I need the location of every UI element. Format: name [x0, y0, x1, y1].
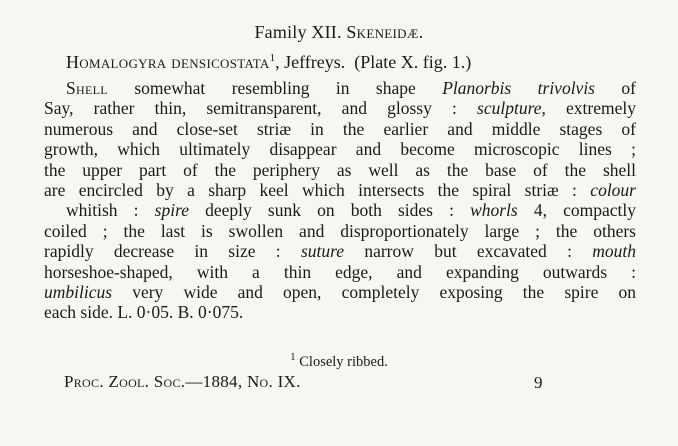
- species-ref: Planorbis trivolvis: [442, 78, 595, 98]
- text-line: growth, which ultimately disappear and become microscopic lines ;: [44, 139, 636, 160]
- journal-footer: Proc. Zool. Soc.—1884, No. IX.: [64, 372, 301, 391]
- text-line: each side. L. 0·05. B. 0·075.: [44, 302, 244, 323]
- text-span: whitish :: [66, 200, 155, 221]
- text-line: [44, 200, 636, 220]
- term-mouth: mouth: [592, 241, 636, 262]
- text-line: [44, 282, 636, 302]
- text-line: [44, 98, 636, 118]
- text-span: deeply sunk on both sides :: [189, 200, 471, 221]
- term-sculpture: sculpture: [477, 98, 542, 119]
- text-line: [44, 180, 636, 200]
- term-suture: suture: [300, 241, 345, 262]
- text-line: horseshoe-shaped, with a thin edge, and expanding outwards :: [44, 261, 636, 282]
- family-heading: [0, 22, 678, 43]
- text-span: Say, rather thin, semitransparent, and glossy :: [44, 98, 478, 119]
- plate-reference: (Plate X. fig. 1.): [354, 52, 472, 72]
- term-umbilicus: umbilicus: [44, 281, 113, 302]
- footnote-text: Closely ribbed.: [295, 353, 388, 370]
- text-line: the upper part of the periphery as well as the base of the shell: [44, 159, 636, 180]
- text-line: [44, 241, 636, 261]
- family-label: Family XII.: [254, 22, 342, 42]
- footnote-mark: 1: [290, 351, 296, 363]
- text-span: 4, compactly: [517, 200, 636, 221]
- text-span: are encircled by a sharp keel which intersects the spiral striæ :: [44, 179, 591, 200]
- page-number: 9: [534, 373, 543, 392]
- text-span: narrow but excavated :: [344, 241, 593, 262]
- text-line: coiled ; the last is swollen and disproportionately large ; the others: [44, 220, 636, 241]
- species-footnote-mark: 1: [269, 52, 276, 64]
- species-author: , Jeffreys.: [275, 52, 346, 72]
- species-name: Homalogyra densicostata: [66, 52, 270, 72]
- species-heading: [66, 52, 471, 73]
- text-line: [44, 78, 636, 98]
- text-span: of: [595, 78, 636, 98]
- term-colour: colour: [590, 179, 636, 200]
- term-whorls: whorls: [470, 200, 518, 221]
- term-spire: spire: [154, 200, 190, 221]
- text-span: very wide and open, completely exposing the spire on: [112, 281, 636, 302]
- footnote: [0, 351, 678, 371]
- text-span: somewhat resembling in shape: [107, 78, 443, 98]
- description-paragraph: [44, 78, 636, 323]
- text-span: , extremely: [541, 98, 636, 119]
- family-name: Skeneidæ.: [346, 22, 424, 42]
- text-line: numerous and close-set striæ in the earlier and middle stages of: [44, 118, 636, 139]
- shell-term: Shell: [66, 78, 108, 98]
- text-span: rapidly decrease in size :: [44, 241, 301, 262]
